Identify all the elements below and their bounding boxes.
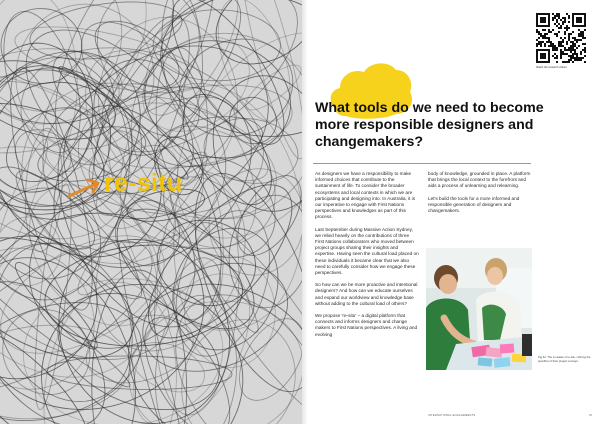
- workshop-photo: [426, 248, 532, 370]
- paragraph: Last September during Massive Action Sydney, we relied heavily on the contributions of three First Nations collaborators who moved between project groups sharing their insights and expertise. Having seen the cultural load placed on these individuals it became clear that we also need to carefully consider how we engage these perspectives.: [315, 226, 419, 276]
- page-number: 47: [589, 414, 592, 417]
- arrow-right-icon: [66, 176, 106, 200]
- qr-code-icon[interactable]: [536, 13, 586, 63]
- paragraph: As designers we have a responsibility to make informed choices that contribute to the sustainment of life. To consider the broader ecosystems and local contexts in which we are participating and designing into. In Australia, it is our imperative to engage with First Nations perspectives and knowledges as part of this process.: [315, 171, 416, 220]
- paragraph: We propose 're-situ' – a digital platform that connects and informs designers and change makers to First Nations perspectives. A living and evolving: [315, 313, 418, 337]
- heading-divider: [313, 163, 531, 164]
- photo-illustration: [426, 248, 532, 370]
- running-footer: INTERNATIONAL ENGAGEMENTS: [428, 414, 476, 417]
- paragraph: So how can we be more proactive and intentional designers? And how can we educate ourselves and expand our worldview and knowledge base without adding to the cultural load of others?: [315, 282, 418, 306]
- photo-caption: Fig 42. The co-leads of re-situ, refining the specifics of their project concept.: [538, 355, 591, 363]
- paragraph: body of knowledge, grounded in place. A platform that brings the local context to the forefront and aids a process of unlearning and relearning.: [428, 171, 531, 189]
- re-situ-logo: re-situ: [104, 169, 183, 197]
- page-heading: What tools do we need to become more responsible designers and changemakers?: [315, 100, 544, 150]
- body-column-left: [315, 171, 419, 344]
- qr-caption: Watch the research videos: [536, 66, 567, 69]
- body-column-right: [428, 171, 532, 220]
- paragraph: Let's build the tools for a more informed and responsible generation of designers and changemakers.: [428, 195, 520, 214]
- right-page: [302, 0, 600, 424]
- page-spine-shadow: [302, 0, 308, 424]
